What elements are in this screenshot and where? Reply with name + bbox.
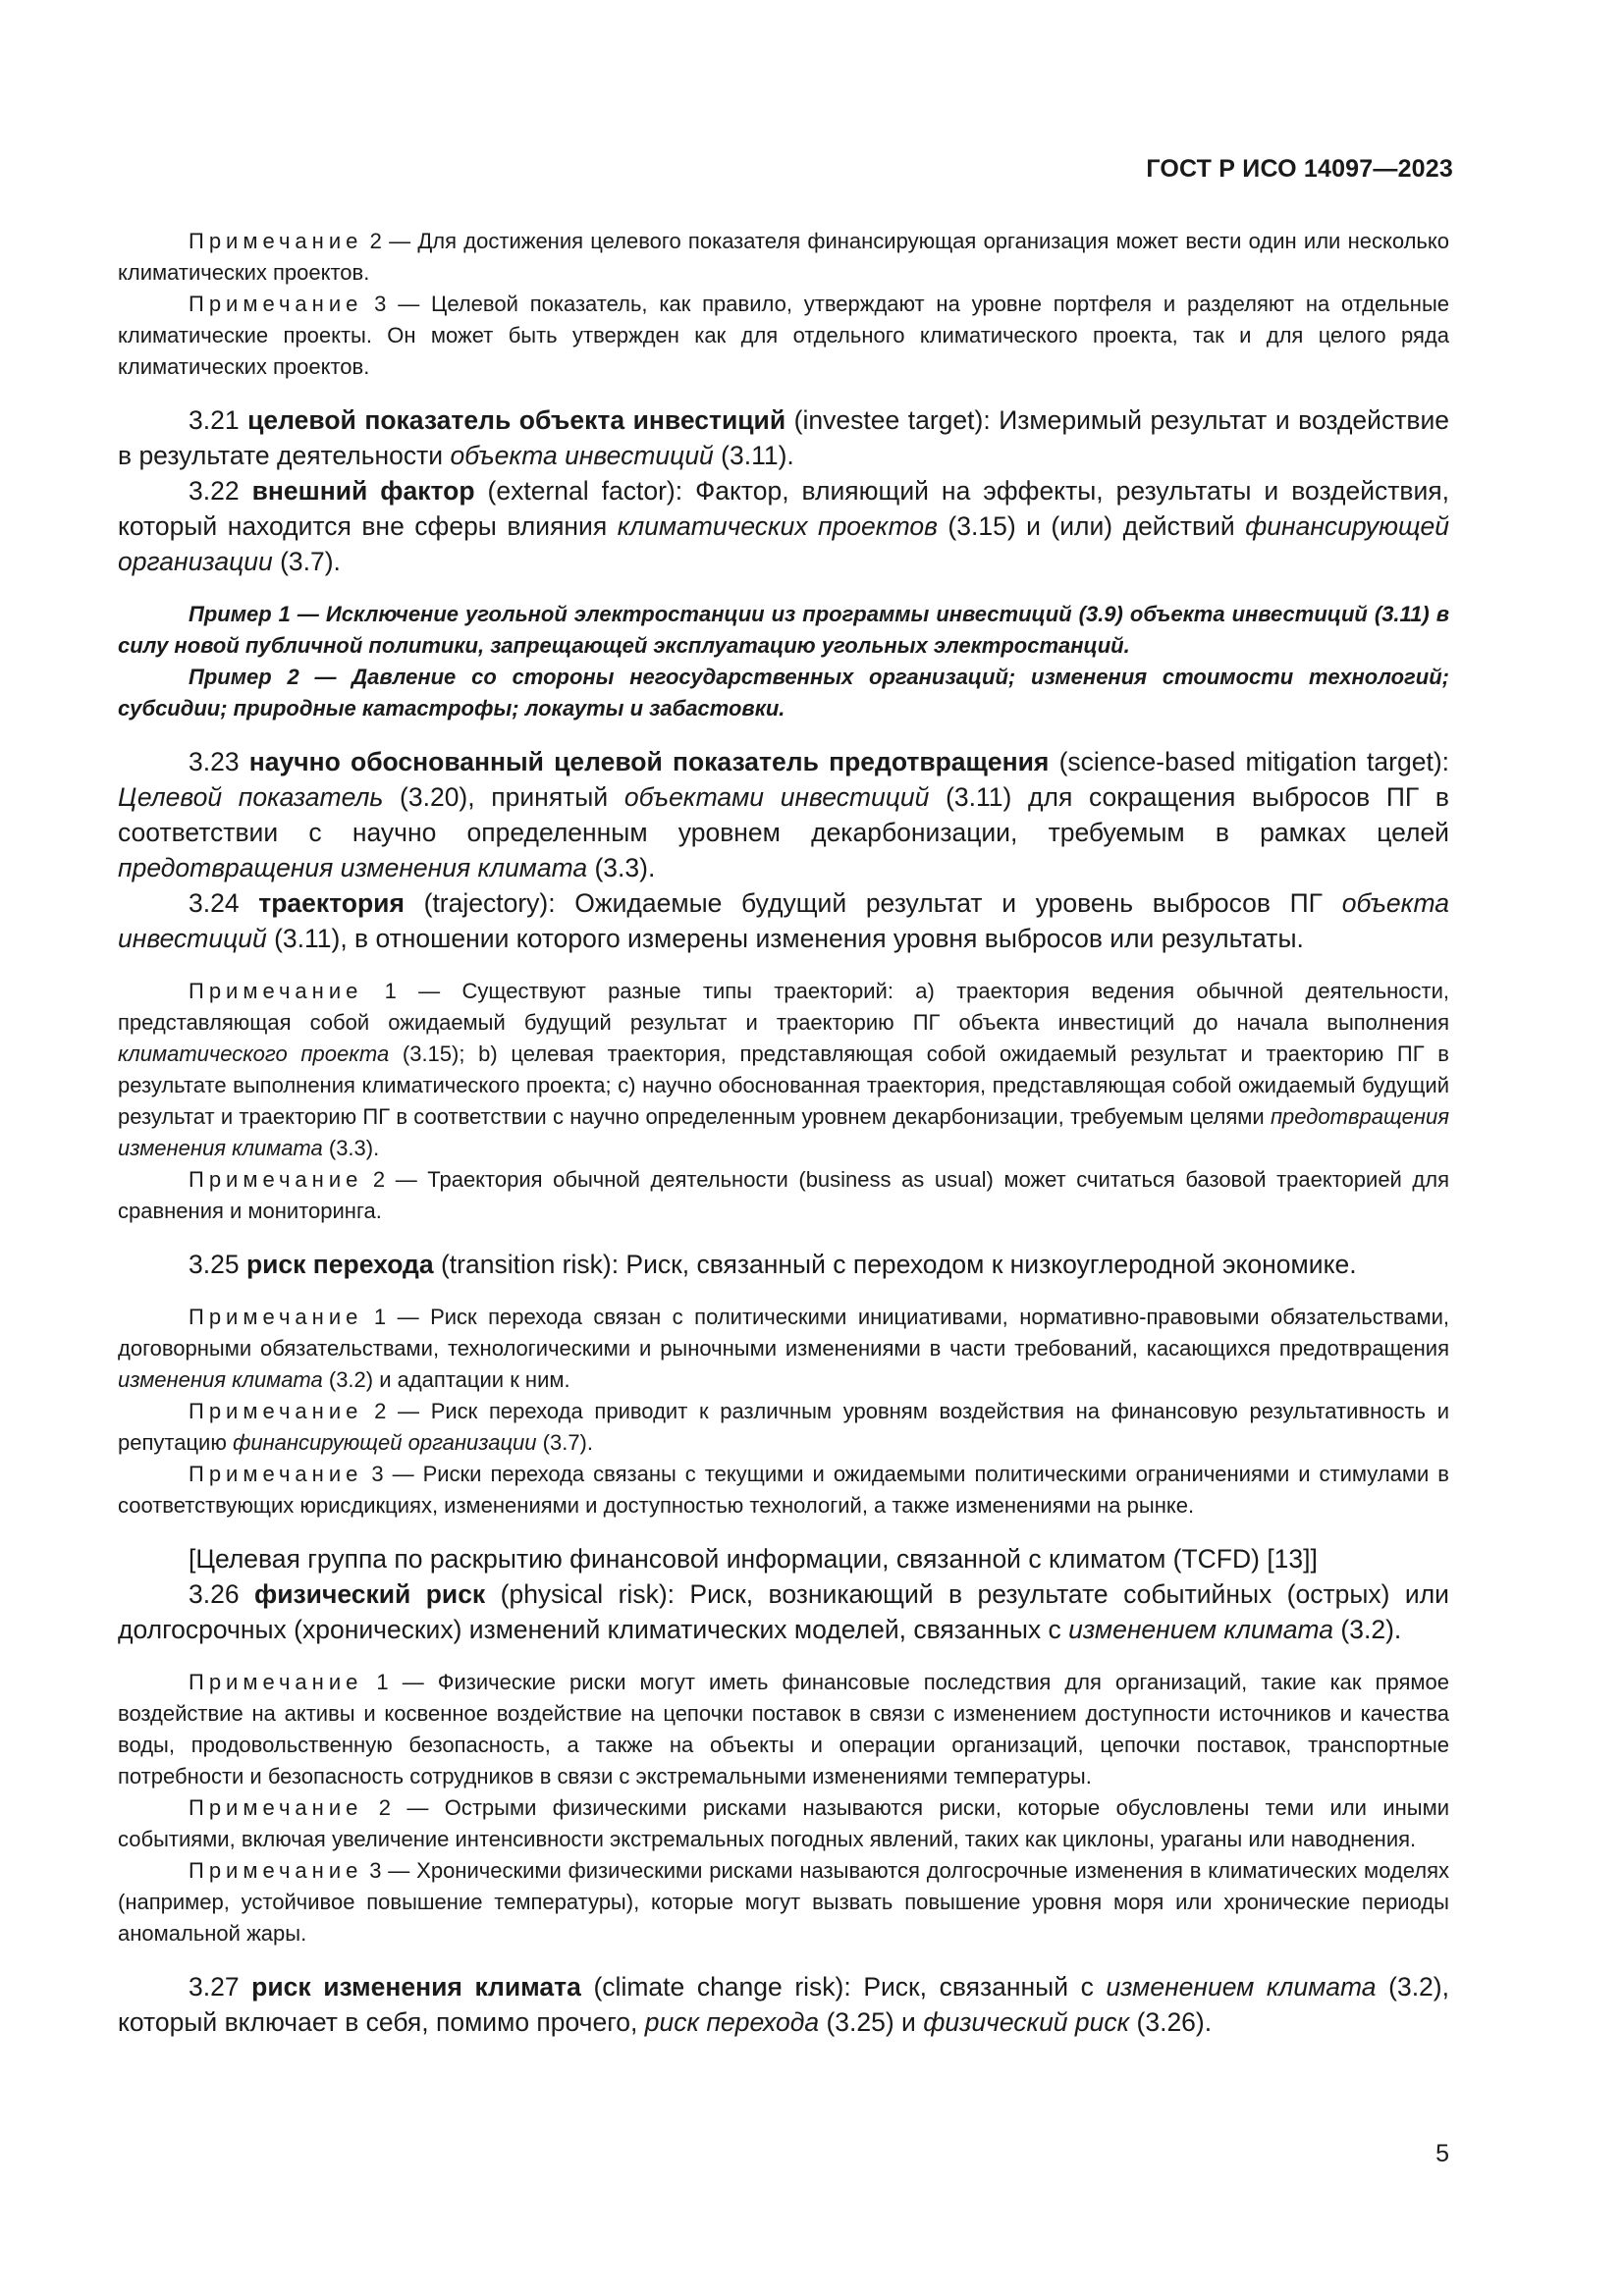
note-word: Примечание [189,1399,363,1423]
source-reference: [Целевая группа по раскрытию финансовой информации, связанной с климатом (TCFD) [13]] [189,1544,1318,1574]
note-word: Примечание [189,1305,363,1329]
example-2: Пример 2 — Давление со стороны негосударственных организаций; изменения стоимости технологий; субсидии; природные катастрофы; локауты и забастовки. [118,665,1449,721]
term-name: риск перехода [245,1250,434,1279]
term-reference: Целевой показатель [118,782,384,812]
term-3-23: 3.23 научно обоснованный целевой показатель предотвращения (science-based mitigation target): Целевой показатель (3.20), принятый объектами инвестиций (3.11) для сокращения выбросов ПГ в соответствии с научно определенным уровнем декарбонизации, требуемым в рамках целей предотвращения изменения климата (3.3). [118,747,1450,882]
note-word: Примечание [189,1795,363,1820]
term-3-26: 3.26 физический риск (physical risk): Риск, возникающий в результате событийных (острых) или долгосрочных (хронических) изменений климатических моделей, связанных с изменением климата (3.2). [118,1579,1449,1644]
term-reference: изменением климата [1106,1972,1377,2002]
term-reference: физический риск [923,2007,1130,2037]
term-reference: изменением климата [1068,1615,1334,1644]
term-3-21: 3.21 целевой показатель объекта инвестиций (investee target): Измеримый результат и воздействие в результате деятельности объекта инвестиций (3.11). [118,405,1449,470]
term-reference: финансирующей организации [232,1430,537,1455]
term-reference: объекта инвестиций [450,441,714,470]
note-number: 3 [374,292,387,316]
term-reference: финансирующей организации [118,511,1449,576]
term-reference: объектами инвестиций [623,782,930,812]
note-number: 3 [371,1462,384,1486]
note-3-26-1: Примечание 1 — Физические риски могут иметь финансовые последствия для организаций, такие как прямое воздействие на активы и косвенное воздействие на цепочки поставок в связи с изменением доступности источников и качества воды, продовольственную безопасность, а также на объекты и операции организаций, цепочки поставок, транспортные потребности и безопасность сотрудников в связи с экстремальными изменениями температуры. [118,1670,1449,1789]
note-3-25-1: Примечание 1 — Риск перехода связан с политическими инициативами, нормативно-правовыми обязательствами, договорными обязательствами, технологическими и рыночными изменениями в части требований, касающихся предотвращения изменения климата (3.2) и адаптации к ним. [118,1305,1449,1392]
term-name: траектория [258,888,405,918]
note-3-20-2: Примечание 2 — Для достижения целевого показателя финансирующая организация может вести один или несколько климатических проектов. [118,229,1449,285]
term-reference: риск перехода [644,2007,820,2037]
document-code-header: ГОСТ Р ИСО 14097—2023 [1146,155,1453,183]
document-body [118,226,1449,2040]
example-1: Пример 1 — Исключение угольной электростанции из программы инвестиций (3.9) объекта инвестиций (3.11) в силу новой публичной политики, запрещающей эксплуатацию угольных электростанций. [118,602,1449,658]
term-name: целевой показатель объекта инвестиций [247,405,786,435]
term-reference: климатических проектов [617,511,938,541]
note-number: 1 [384,979,397,1003]
note-word: Примечание [189,229,363,253]
note-word: Примечание [189,1670,363,1694]
term-name: риск изменения климата [251,1972,581,2002]
note-word: Примечание [189,1167,363,1192]
note-3-20-3: Примечание 3 — Целевой показатель, как правило, утверждают на уровне портфеля и разделяют на отдельные климатические проекты. Он может быть утвержден как для отдельного климатического проекта, так и для целого ряда климатических проектов. [118,292,1449,379]
note-word: Примечание [189,1858,363,1883]
term-reference: климатического проекта [118,1041,390,1066]
note-number: 3 [369,1858,382,1883]
term-name: физический риск [254,1579,486,1609]
note-number: 1 [373,1305,387,1329]
page-number: 5 [1435,2140,1449,2167]
term-reference: предотвращения изменения климата [118,1104,1449,1160]
note-number: 2 [374,1399,387,1423]
note-number: 1 [376,1670,389,1694]
term-reference: объекта инвестиций [118,888,1449,953]
note-3-24-1: Примечание 1 — Существуют разные типы траекторий: a) траектория ведения обычной деятельности, представляющая собой ожидаемый будущий результат и траекторию ПГ объекта инвестиций до начала выполнения климатического проекта (3.15); b) целевая траектория, представляющая собой ожидаемый результат и траекторию ПГ в результате выполнения климатического проекта; c) научно обоснованная траектория, представляющая собой ожидаемый будущий результат и траекторию ПГ в соответствии с научно определенным уровнем декарбонизации, требуемым целями предотвращения изменения климата (3.3). [118,979,1449,1160]
note-number: 2 [378,1795,391,1820]
note-3-24-2: Примечание 2 — Траектория обычной деятельности (business as usual) может считаться базовой траекторией для сравнения и мониторинга. [118,1167,1449,1223]
term-name: внешний фактор [251,476,475,506]
term-reference: изменения климата [118,1367,323,1392]
term-3-22: 3.22 внешний фактор (external factor): Фактор, влияющий на эффекты, результаты и воздействия, который находится вне сферы влияния климатических проектов (3.15) и (или) действий финансирующей организации (3.7). [118,476,1450,576]
term-3-24: 3.24 траектория (trajectory): Ожидаемые будущий результат и уровень выбросов ПГ объекта инвестиций (3.11), в отношении которого измерены изменения уровня выбросов или результаты. [118,888,1449,953]
note-word: Примечание [189,292,363,316]
note-3-25-2: Примечание 2 — Риск перехода приводит к различным уровням воздействия на финансовую результативность и репутацию финансирующей организации (3.7). [118,1399,1449,1455]
note-3-26-3: Примечание 3 — Хроническими физическими рисками называются долгосрочные изменения в климатических моделях (например, устойчивое повышение температуры), которые могут вызвать повышение уровня моря или хронические периоды аномальной жары. [118,1858,1449,1946]
note-3-26-2: Примечание 2 — Острыми физическими рисками называются риски, которые обусловлены теми или иными событиями, включая увеличение интенсивности экстремальных погодных явлений, таких как циклоны, ураганы или наводнения. [118,1795,1449,1851]
note-word: Примечание [189,1462,363,1486]
term-3-25: 3.25 риск перехода (transition risk): Риск, связанный с переходом к низкоуглеродной экономике. [189,1250,1357,1279]
note-number: 2 [372,1167,386,1192]
term-3-27: 3.27 риск изменения климата (climate change risk): Риск, связанный с изменением климата (3.2), который включает в себя, помимо прочего, риск перехода (3.25) и физический риск (3.26). [118,1972,1449,2037]
note-word: Примечание [189,979,363,1003]
note-3-25-3: Примечание 3 — Риски перехода связаны с текущими и ожидаемыми политическими ограничениями и стимулами в соответствующих юрисдикциях, изменениями и доступностью технологий, а также изменениями на рынке. [118,1462,1449,1518]
term-name: научно обоснованный целевой показатель предотвращения [248,747,1050,776]
term-reference: предотвращения изменения климата [118,853,588,882]
note-number: 2 [369,229,382,253]
